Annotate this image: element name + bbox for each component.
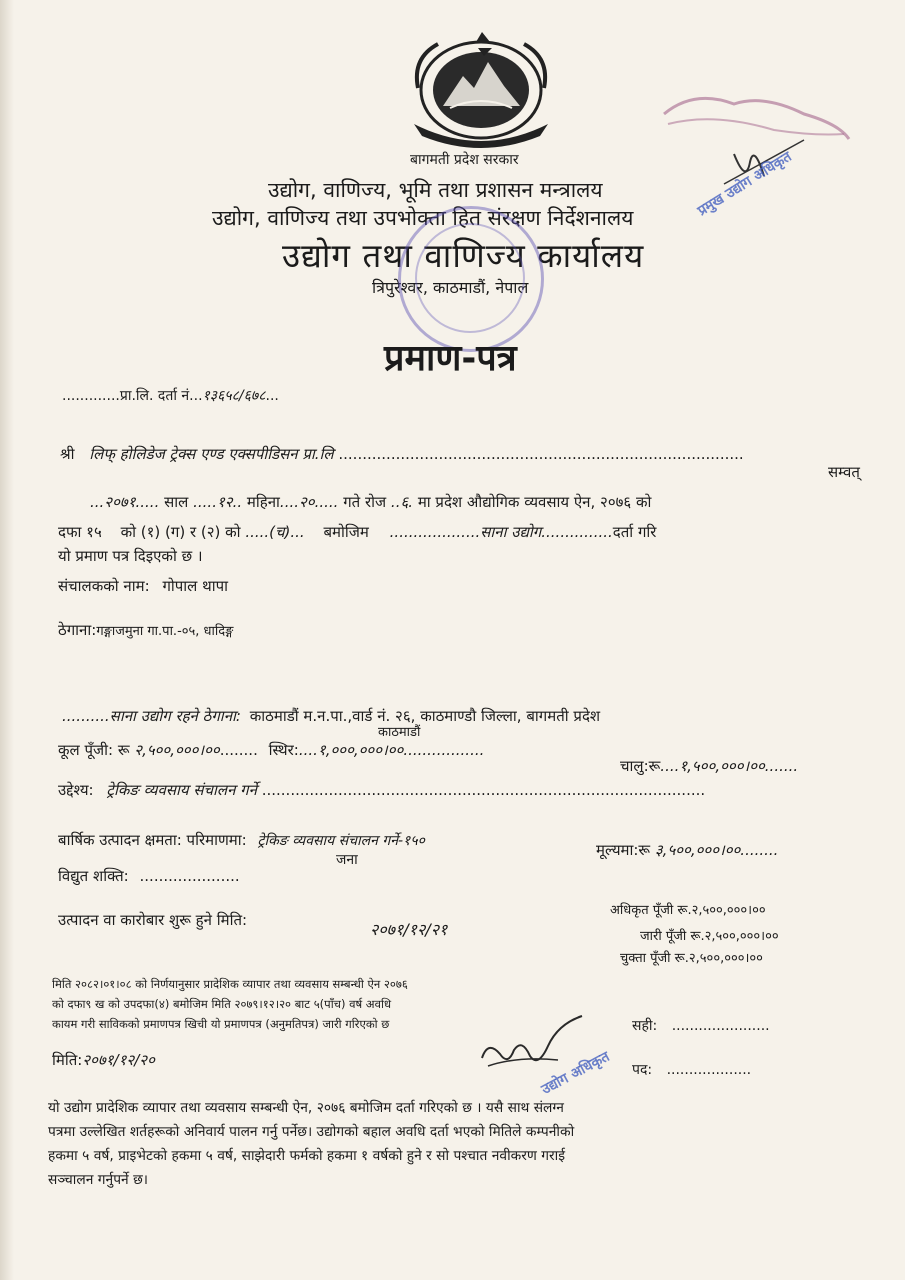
position-field: पद: ...................	[632, 1062, 752, 1078]
signature-field: सही: ......................	[632, 1018, 770, 1034]
capacity-money-value: ३,५००,०००।००........	[654, 841, 779, 859]
side-stamp-text: प्रमुख उद्योग अधिकृत	[695, 148, 795, 220]
industry-location-line: ..........साना उद्योग रहने ठेगाना: काठमाडौं म.न.पा.,वार्ड नं. २६, काठमाण्डौ जिल्ला, बागमती प्रदेश	[62, 707, 601, 725]
issue-date-line: मिति:२०७१/१२/२०	[52, 1051, 155, 1069]
issue-date-value: २०७१/१२/२०	[82, 1051, 155, 1069]
office-seal-icon	[398, 206, 544, 352]
start-date-line: उत्पादन वा कारोबार शुरू हुने मिति:	[58, 911, 248, 929]
registration-line: .............प्रा.लि. दर्ता नं...१३६५८/६७८...	[62, 388, 279, 404]
industry-location-sub: काठमाडौं	[378, 725, 421, 740]
directorate-name: उद्योग, वाणिज्य तथा उपभोक्ता हित संरक्षण निर्देशनालय	[212, 206, 634, 230]
company-name: लिफ् होलिडेज ट्रेक्स एण्ड एक्सपीडिसन प्रा.लि	[89, 445, 334, 463]
capacity-value-line: मूल्यमा:रू ३,५००,०००।००........	[596, 841, 779, 859]
lower-stamp-text: उद्योग अधिकृत	[538, 1048, 613, 1098]
share-capital-authorized: अधिकृत पूँजी रू.२,५००,०००।००	[610, 903, 766, 918]
clause-line: दफा १५ को (१) (ग) र (२) को .....(च)... बमोजिम ...................साना उद्योग...............दर्ता गरि	[58, 523, 657, 541]
fixed-capital-value: ....१,०००,०००।००.................	[298, 741, 485, 759]
capacity-unit: जना	[336, 852, 358, 868]
samvat-label: सम्वत्	[828, 463, 860, 481]
certificate-title: प्रमाण-पत्र	[384, 338, 517, 379]
date-line: ...२०७१..... साल .....१२.. महिना....२०..... गते रोज ..६. मा प्रदेश औद्योगिक व्यवसाय ऐन, २०७६ को	[90, 493, 652, 511]
start-date-value: २०७१/१२/२१	[370, 920, 448, 939]
share-capital-issued: जारी पूँजी रू.२,५००,०००।००	[640, 929, 779, 944]
ministry-name: उद्योग, वाणिज्य, भूमि तथा प्रशासन मन्त्रालय	[268, 178, 603, 202]
objective-line: उद्देश्य: ट्रेकिङ व्यवसाय संचालन गर्ने .............................................................................................	[58, 781, 706, 799]
capacity-quantity-value: ट्रेकिङ व्यवसाय संचालन गर्ने-१५०	[257, 833, 425, 849]
clause-value: .....(च)...	[245, 523, 305, 541]
government-name: बागमती प्रदेश सरकार	[410, 152, 519, 168]
issued-line: यो प्रमाण पत्र दिइएको छ ।	[58, 547, 203, 565]
registration-number: १३६५८/६७८	[202, 388, 266, 404]
objective-value: ट्रेकिङ व्यवसाय संचालन गर्ने	[106, 781, 257, 799]
address-line: ठेगाना:गङ्गाजमुना गा.पा.-०५, धादिङ्ग	[58, 621, 234, 639]
director-line: संचालकको नाम: गोपाल थापा	[58, 577, 228, 595]
page-edge-shadow	[0, 0, 14, 1280]
day-value: ....२०.....	[279, 493, 339, 511]
year-value: ...२०७१.....	[90, 493, 160, 511]
office-address: त्रिपुरेश्वर, काठमाडौं, नेपाल	[372, 278, 529, 297]
office-name: उद्योग तथा वाणिज्य कार्यालय	[282, 236, 645, 275]
industry-category: ...................साना उद्योग...............	[389, 523, 613, 541]
director-address: गङ्गाजमुना गा.पा.-०५, धादिङ्ग	[96, 624, 234, 639]
current-capital-line: चालु:रू....१,५००,०००।००.......	[620, 757, 799, 775]
month-value: .....१२..	[193, 493, 243, 511]
power-line: विद्युत शक्ति: .....................	[58, 867, 240, 885]
nepal-emblem-icon	[408, 28, 554, 148]
company-line: श्री लिफ् होलिडेज ट्रेक्स एण्ड एक्सपीडिसन प्रा.लि .....................................................................................	[60, 445, 744, 463]
current-capital-value: ....१,५००,०००।००.......	[660, 757, 799, 775]
total-capital-value: २,५००,०००।००	[134, 741, 220, 759]
renewal-note: मिति २०८२।०१।०८ को निर्णयानुसार प्रादेशिक व्यापार तथा व्यवसाय सम्बन्धी ऐन २०७६ को दफा९ ख को उपदफा(४) बमोजिम मिति २०७९।१२।२० बाट ५(पाँच) वर्ष अवधि कायम गरी साविकको प्रमाणपत्र खिची यो प्रमाणपत्र (अनुमतिपत्र) जारी गरिएको छ	[52, 977, 408, 1031]
footer-notice: यो उद्योग प्रादेशिक व्यापार तथा व्यवसाय सम्बन्धी ऐन, २०७६ बमोजिम दर्ता गरिएको छ । यसै साथ संलग्न पत्रमा उल्लेखित शर्तहरूको अनिवार्य पालन गर्नु पर्नेछ। उद्योगको बहाल अवधि दर्ता भएको मितिले कम्पनीको हकमा ५ वर्ष, प्राइभेटको हकमा ५ वर्ष, साझेदारी फर्मको हकमा १ वर्षको हुने र सो पश्चात नवीकरण गराई सञ्चालन गर्नुपर्ने छ।	[48, 1100, 575, 1188]
director-name: गोपाल थापा	[162, 577, 228, 595]
annual-capacity-line: बार्षिक उत्पादन क्षमता: परिमाणमा: ट्रेकिङ व्यवसाय संचालन गर्ने-१५०	[58, 831, 425, 849]
share-capital-paid: चुक्ता पूँजी रू.२,५००,०००।००	[620, 951, 763, 966]
capital-line: कूल पूँजी: रू २,५००,०००।००........ स्थिर:....१,०००,०००।००.................	[58, 741, 485, 759]
industry-location-value: काठमाडौं म.न.पा.,वार्ड नं. २६, काठमाण्डौ जिल्ला, बागमती प्रदेश	[249, 707, 601, 725]
weekday-value: ..६.	[390, 493, 414, 511]
